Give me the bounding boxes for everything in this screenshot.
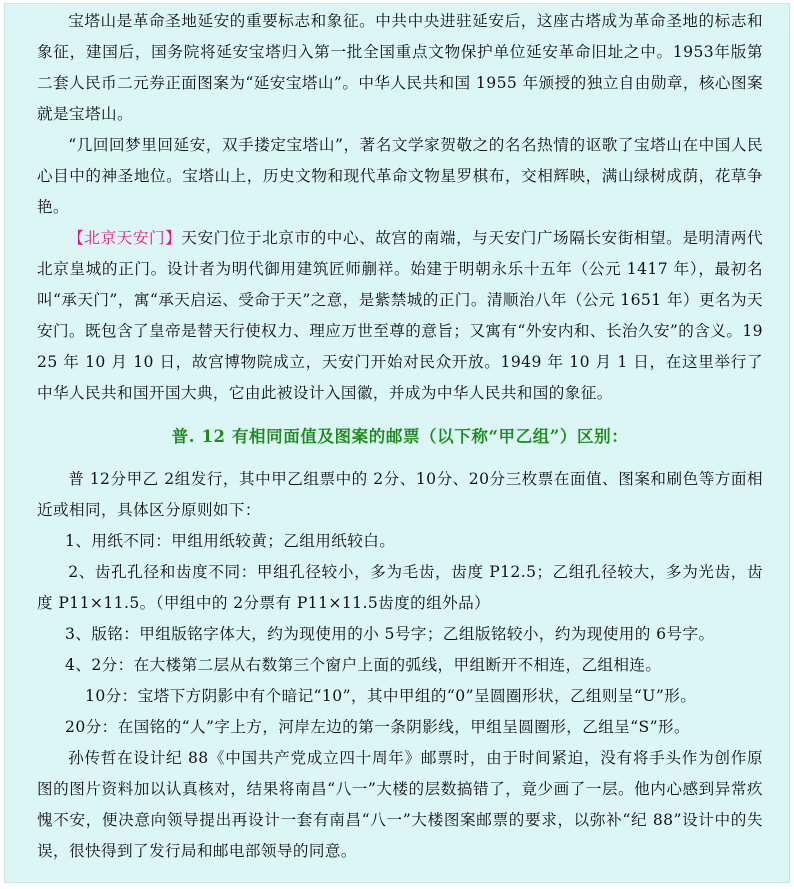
paragraph-closing: 孙传哲在设计纪 88《中国共产党成立四十周年》邮票时，由于时间紧迫，没有将手头作为创作原图的图片资料加以认真核对，结果将南昌“八一”大楼的层数搞错了，竟少画了一层。他内心感到异常疚愧不安，便决意向领导提出再设计一套有南昌“八一”大楼图案邮票的要求，以弥补“纪 88”设计中的失误，很快得到了发行局和邮电部领导的同意。 xyxy=(37,749,763,860)
rule-imprint: 3、版铭：甲组版铭字体大，约为现使用的小 5号字；乙组版铭较小，约为现使用的 6号字。 xyxy=(65,625,715,643)
rule-10fen: 10分：宝塔下方阴影中有个暗记“10”，其中甲组的“0”呈圆圈形状，乙组则呈“U”形。 xyxy=(85,687,697,705)
paragraph-intro: 普 12分甲乙 2组发行，其中甲乙组票中的 2分、10分、20分三枚票在面值、图案和刷色等方面相近或相同，具体区分原则如下： xyxy=(37,470,763,519)
tiananmen-text: 天安门位于北京市的中心、故宫的南端，与天安门广场隔长安街相望。是明清两代北京皇城的正门。设计者为明代御用建筑匠师蒯祥。始建于明朝永乐十五年（公元 1417 年），最初名叫“承天门”，寓“承天启运、受命于天”之意，是紫禁城的正门。清顺治八年（公元 1651 年）更名为天安门。既包含了皇帝是替天行使权力、理应万世至尊的意旨；又寓有“外安内和、长治久安”的含义。1925 年 10 月 10 日，故宫博物院成立，天安门开始对民众开放。1949 年 10 月 1 日，在这里举行了中华人民共和国开国大典，它由此被设计入国徽，并成为中华人民共和国的象征。 xyxy=(37,229,763,402)
section-heading: 普. 12 有相同面值及图案的邮票（以下称“甲乙组”）区别： xyxy=(171,427,629,446)
paragraph-baota-symbol: 宝塔山是革命圣地延安的重要标志和象征。中共中央进驻延安后，这座古塔成为革命圣地的标志和象征，建国后，国务院将延安宝塔归入第一批全国重点文物保护单位延安革命旧址之中。1953年版第二套人民币二元券正面图案为“延安宝塔山”。中华人民共和国 1955 年颁授的独立自由勋章，核心图案就是宝塔山。 xyxy=(37,12,763,123)
rule-perforation: 2、齿孔孔径和齿度不同：甲组孔径较小，多为毛齿，齿度 P12.5；乙组孔径较大，多为光齿，齿度 P11×11.5。（甲组中的 2分票有 P11×11.5齿度的组外品） xyxy=(37,563,763,612)
rule-20fen: 20分：在国铭的“人”字上方，河岸左边的第一条阴影线，甲组呈圆圈形，乙组呈“S”形。 xyxy=(65,718,690,736)
document-body xyxy=(37,6,763,867)
tiananmen-tag: 【北京天安门】 xyxy=(68,229,182,247)
paragraph-tiananmen xyxy=(37,223,763,409)
document-page xyxy=(4,3,790,883)
paragraph-baota-poem: “几回回梦里回延安，双手搂定宝塔山”，著名文学家贺敬之的名名热情的讴歌了宝塔山在中国人民心目中的神圣地位。宝塔山上，历史文物和现代革命文物星罗棋布，交相辉映，满山绿树成荫，花草争艳。 xyxy=(37,136,763,216)
rule-2fen: 4、2分：在大楼第二层从右数第三个窗户上面的弧线，甲组断开不相连，乙组相连。 xyxy=(65,656,662,674)
rule-paper: 1、用纸不同：甲组用纸较黄；乙组用纸较白。 xyxy=(65,532,396,550)
